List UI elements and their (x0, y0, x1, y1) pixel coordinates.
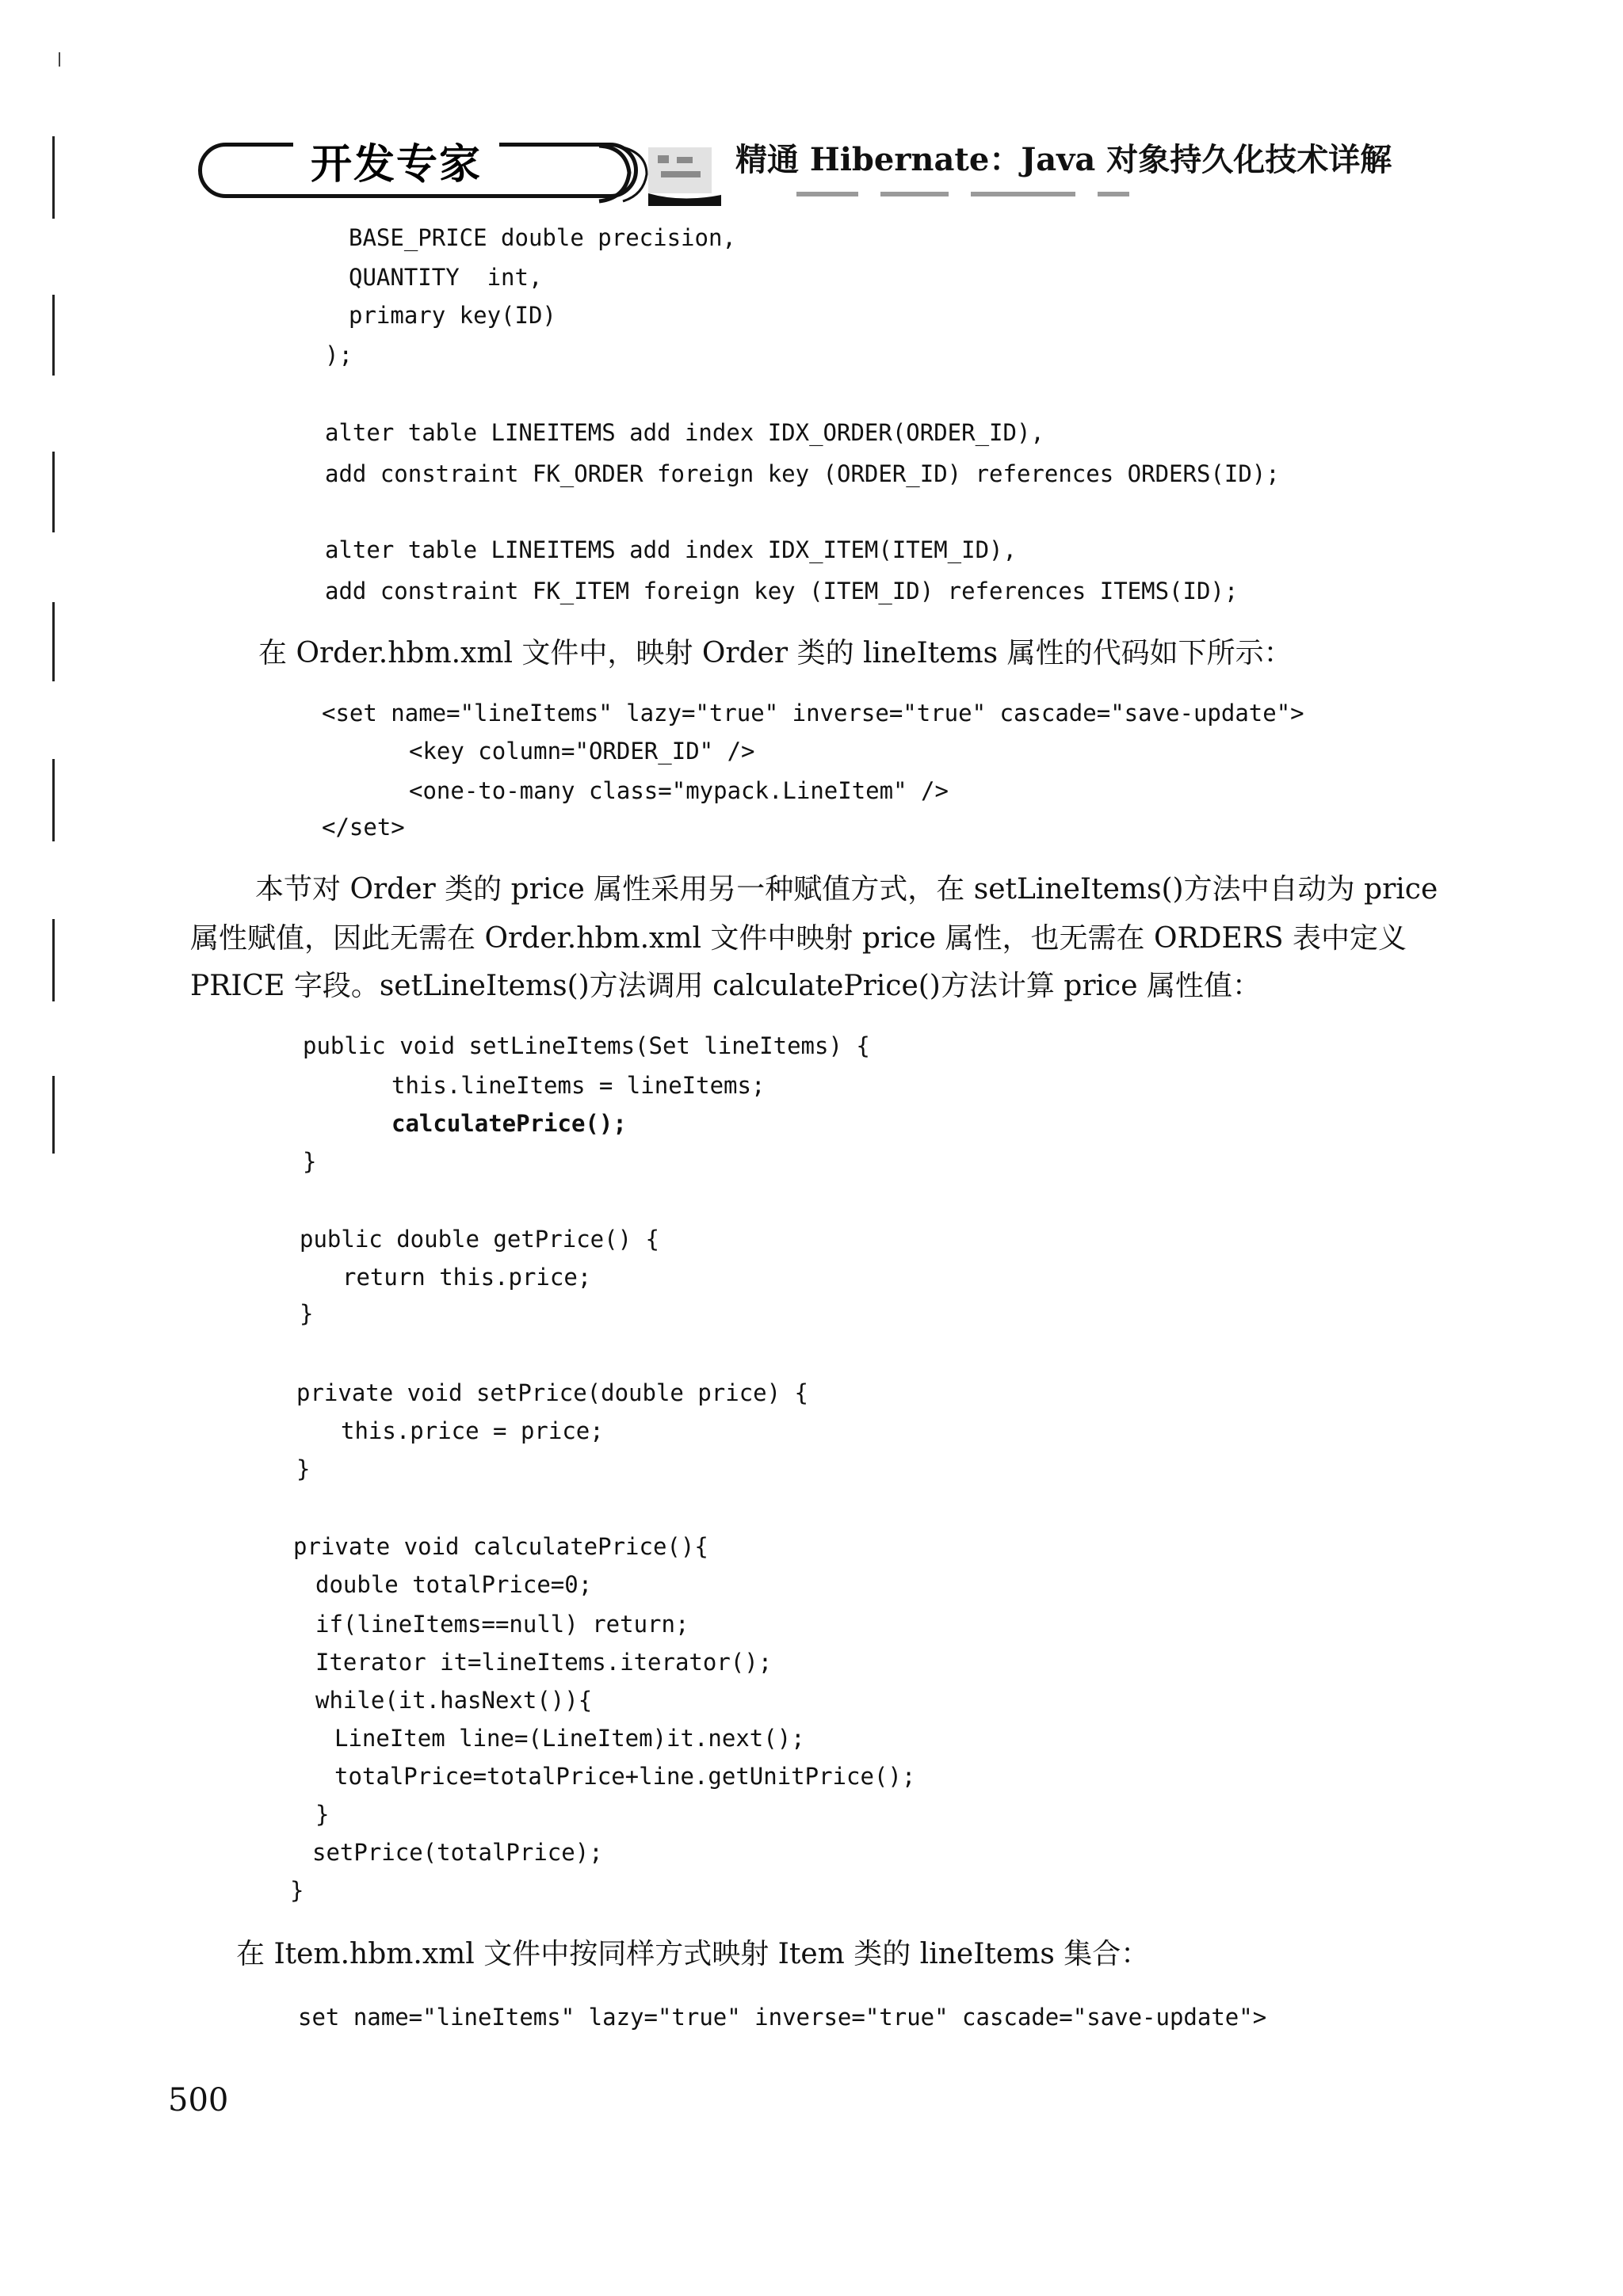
code-line: } (290, 1877, 304, 1904)
code-line: public void setLineItems(Set lineItems) { (303, 1032, 870, 1059)
page-number: 500 (168, 2082, 229, 2119)
code-line: Iterator it=lineItems.iterator(); (315, 1649, 773, 1676)
code-line: if(lineItems==null) return; (315, 1611, 689, 1638)
margin-change-bar (52, 759, 55, 841)
code-line: add constraint FK_ORDER foreign key (ORDER_ID) references ORDERS(ID); (325, 460, 1280, 487)
code-line: LineItem line=(LineItem)it.next(); (334, 1725, 805, 1752)
code-line: while(it.hasNext()){ (315, 1687, 593, 1714)
code-line: ); (325, 341, 353, 368)
code-line: add constraint FK_ITEM foreign key (ITEM_ID) references ITEMS(ID); (325, 578, 1239, 605)
code-line: } (303, 1148, 317, 1175)
book-title: 精通 Hibernate：Java 对象持久化技术详解 (735, 141, 1392, 178)
code-line: } (315, 1801, 330, 1828)
margin-change-bar (52, 295, 55, 376)
code-line: <key column="ORDER_ID" /> (409, 738, 755, 765)
code-line: } (300, 1300, 314, 1327)
code-line: QUANTITY int, (349, 264, 543, 291)
code-line: this.lineItems = lineItems; (391, 1072, 766, 1099)
code-line-highlighted: calculatePrice(); (391, 1110, 627, 1137)
code-line: } (296, 1455, 311, 1482)
code-line: this.price = price; (341, 1417, 604, 1444)
code-line: public double getPrice() { (300, 1226, 659, 1253)
code-line: alter table LINEITEMS add index IDX_ORDER(ORDER_ID), (325, 419, 1044, 446)
code-line: double totalPrice=0; (315, 1571, 593, 1598)
page-header (198, 136, 1392, 215)
body-paragraph-line: 本节对 Order 类的 price 属性采用另一种赋值方式，在 setLineItems()方法中自动为 price (255, 873, 1438, 906)
code-line: private void calculatePrice(){ (293, 1533, 708, 1560)
body-paragraph: 在 Order.hbm.xml 文件中，映射 Order 类的 lineItems 属性的代码如下所示： (258, 637, 1293, 669)
code-line: BASE_PRICE double precision, (349, 224, 736, 251)
code-line: set name="lineItems" lazy="true" inverse="true" cascade="save-update"> (298, 2004, 1267, 2031)
series-badge-label: 开发专家 (293, 139, 499, 190)
header-subtitle-faint (796, 185, 1304, 198)
body-paragraph-line: PRICE 字段。setLineItems()方法调用 calculatePrice()方法计算 price 属性值： (190, 970, 1261, 1002)
page-curl-logo (594, 139, 721, 206)
margin-change-bar (52, 136, 55, 219)
code-line: return this.price; (342, 1264, 592, 1291)
margin-change-bar (52, 1076, 55, 1154)
code-line: alter table LINEITEMS add index IDX_ITEM(ITEM_ID), (325, 536, 1017, 563)
body-paragraph-line: 属性赋值，因此无需在 Order.hbm.xml 文件中映射 price 属性，也无需在 ORDERS 表中定义 (190, 922, 1407, 955)
code-line: </set> (322, 814, 405, 841)
margin-change-bar (52, 602, 55, 681)
margin-tick (59, 52, 60, 67)
margin-change-bar (52, 919, 55, 1001)
code-line: totalPrice=totalPrice+line.getUnitPrice(); (334, 1763, 916, 1790)
body-paragraph: 在 Item.hbm.xml 文件中按同样方式映射 Item 类的 lineItems 集合： (236, 1938, 1150, 1970)
code-line: <one-to-many class="mypack.LineItem" /> (409, 777, 949, 804)
margin-change-bar (52, 452, 55, 532)
code-line: setPrice(totalPrice); (312, 1839, 603, 1866)
code-line: <set name="lineItems" lazy="true" inverse="true" cascade="save-update"> (322, 700, 1304, 727)
code-line: private void setPrice(double price) { (296, 1379, 809, 1406)
code-line: primary key(ID) (349, 302, 556, 329)
